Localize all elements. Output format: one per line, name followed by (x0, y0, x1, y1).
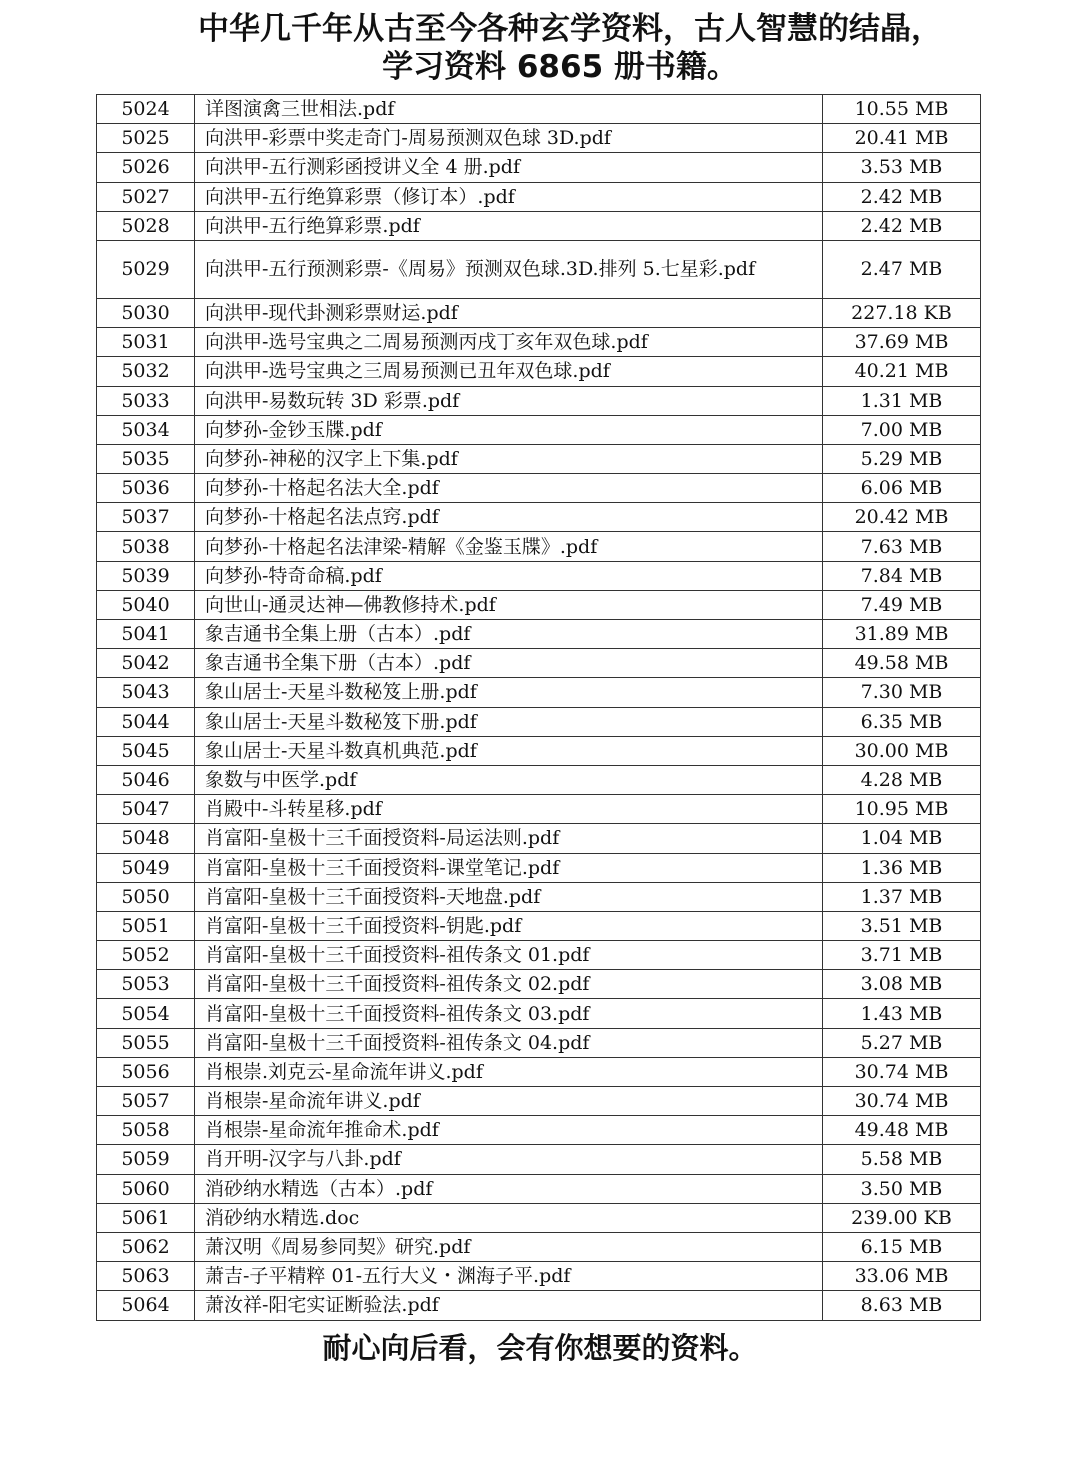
row-number: 5050 (97, 882, 195, 911)
table-row (97, 503, 981, 532)
file-size: 31.89 MB (823, 620, 981, 649)
table-row (97, 911, 981, 940)
table-row (97, 707, 981, 736)
row-number: 5036 (97, 474, 195, 503)
file-size: 20.42 MB (823, 503, 981, 532)
row-number: 5045 (97, 736, 195, 765)
file-name: 向洪甲-彩票中奖走奇门-周易预测双色球 3D.pdf (195, 124, 823, 153)
table-row (97, 1262, 981, 1291)
file-size: 1.37 MB (823, 882, 981, 911)
table-row (97, 357, 981, 386)
row-number: 5043 (97, 678, 195, 707)
file-name: 象吉通书全集上册（古本）.pdf (195, 620, 823, 649)
row-number: 5038 (97, 532, 195, 561)
table-row (97, 95, 981, 124)
row-number: 5058 (97, 1116, 195, 1145)
row-number: 5030 (97, 298, 195, 327)
table-row (97, 1057, 981, 1086)
file-size: 1.31 MB (823, 386, 981, 415)
table-row (97, 1028, 981, 1057)
file-size: 10.95 MB (823, 795, 981, 824)
file-name: 肖富阳-皇极十三千面授资料-钥匙.pdf (195, 911, 823, 940)
table-row (97, 1145, 981, 1174)
file-name: 向洪甲-五行绝算彩票.pdf (195, 211, 823, 240)
row-number: 5027 (97, 182, 195, 211)
book-list-body (97, 95, 981, 1321)
file-name: 向洪甲-五行绝算彩票（修订本）.pdf (195, 182, 823, 211)
row-number: 5026 (97, 153, 195, 182)
table-row (97, 1116, 981, 1145)
book-list-table (96, 94, 981, 1321)
file-name: 象山居士-天星斗数真机典范.pdf (195, 736, 823, 765)
row-number: 5033 (97, 386, 195, 415)
file-size: 49.48 MB (823, 1116, 981, 1145)
row-number: 5047 (97, 795, 195, 824)
file-name: 肖根崇-星命流年讲义.pdf (195, 1087, 823, 1116)
file-size: 37.69 MB (823, 328, 981, 357)
row-number: 5040 (97, 590, 195, 619)
file-name: 消砂纳水精选.doc (195, 1203, 823, 1232)
file-name: 向梦孙-特奇命稿.pdf (195, 561, 823, 590)
table-row (97, 999, 981, 1028)
row-number: 5062 (97, 1232, 195, 1261)
file-size: 6.15 MB (823, 1232, 981, 1261)
table-row (97, 444, 981, 473)
file-size: 40.21 MB (823, 357, 981, 386)
file-size: 10.55 MB (823, 95, 981, 124)
row-number: 5031 (97, 328, 195, 357)
table-row (97, 1174, 981, 1203)
row-number: 5053 (97, 970, 195, 999)
file-name: 向世山-通灵达神—佛教修持术.pdf (195, 590, 823, 619)
file-name: 象数与中医学.pdf (195, 765, 823, 794)
table-row (97, 1232, 981, 1261)
file-size: 4.28 MB (823, 765, 981, 794)
header-title-line2: 学习资料 6865 册书籍。 (382, 49, 738, 85)
table-row (97, 649, 981, 678)
file-size: 3.71 MB (823, 941, 981, 970)
row-number: 5057 (97, 1087, 195, 1116)
file-size: 5.27 MB (823, 1028, 981, 1057)
table-row (97, 561, 981, 590)
file-size: 30.74 MB (823, 1087, 981, 1116)
file-name: 肖富阳-皇极十三千面授资料-祖传条文 01.pdf (195, 941, 823, 970)
row-number: 5039 (97, 561, 195, 590)
table-row (97, 882, 981, 911)
file-size: 1.04 MB (823, 824, 981, 853)
file-size: 2.47 MB (823, 240, 981, 298)
file-name: 肖富阳-皇极十三千面授资料-祖传条文 03.pdf (195, 999, 823, 1028)
table-row (97, 298, 981, 327)
table-row (97, 970, 981, 999)
table-row (97, 620, 981, 649)
file-size: 20.41 MB (823, 124, 981, 153)
row-number: 5032 (97, 357, 195, 386)
file-name: 萧汉明《周易参同契》研究.pdf (195, 1232, 823, 1261)
file-name: 向梦孙-金钞玉牒.pdf (195, 415, 823, 444)
file-name: 向洪甲-选号宝典之二周易预测丙戌丁亥年双色球.pdf (195, 328, 823, 357)
file-name: 肖根崇-星命流年推命术.pdf (195, 1116, 823, 1145)
file-name: 向梦孙-十格起名法大全.pdf (195, 474, 823, 503)
table-row (97, 240, 981, 298)
row-number: 5048 (97, 824, 195, 853)
file-name: 向洪甲-选号宝典之三周易预测已丑年双色球.pdf (195, 357, 823, 386)
row-number: 5028 (97, 211, 195, 240)
table-row (97, 736, 981, 765)
file-name: 肖富阳-皇极十三千面授资料-课堂笔记.pdf (195, 853, 823, 882)
table-row (97, 211, 981, 240)
file-size: 49.58 MB (823, 649, 981, 678)
file-name: 萧汝祥-阳宅实证断验法.pdf (195, 1291, 823, 1320)
header-title-line1: 中华几千年从古至今各种玄学资料，古人智慧的结晶， (198, 11, 942, 47)
file-name: 肖富阳-皇极十三千面授资料-天地盘.pdf (195, 882, 823, 911)
file-size: 8.63 MB (823, 1291, 981, 1320)
row-number: 5055 (97, 1028, 195, 1057)
file-size: 239.00 KB (823, 1203, 981, 1232)
row-number: 5024 (97, 95, 195, 124)
file-name: 象山居士-天星斗数秘笈上册.pdf (195, 678, 823, 707)
file-name: 肖富阳-皇极十三千面授资料-局运法则.pdf (195, 824, 823, 853)
file-size: 2.42 MB (823, 211, 981, 240)
file-name: 向洪甲-五行测彩函授讲义全 4 册.pdf (195, 153, 823, 182)
row-number: 5052 (97, 941, 195, 970)
file-name: 象吉通书全集下册（古本）.pdf (195, 649, 823, 678)
table-row (97, 124, 981, 153)
file-size: 7.30 MB (823, 678, 981, 707)
file-size: 2.42 MB (823, 182, 981, 211)
file-size: 7.00 MB (823, 415, 981, 444)
row-number: 5059 (97, 1145, 195, 1174)
file-size: 227.18 KB (823, 298, 981, 327)
file-size: 5.58 MB (823, 1145, 981, 1174)
table-row (97, 182, 981, 211)
table-row (97, 590, 981, 619)
file-name: 向洪甲-现代卦测彩票财运.pdf (195, 298, 823, 327)
table-row (97, 386, 981, 415)
row-number: 5056 (97, 1057, 195, 1086)
row-number: 5063 (97, 1262, 195, 1291)
file-name: 向洪甲-五行预测彩票-《周易》预测双色球.3D.排列 5.七星彩.pdf (195, 240, 823, 298)
row-number: 5034 (97, 415, 195, 444)
row-number: 5041 (97, 620, 195, 649)
file-name: 消砂纳水精选（古本）.pdf (195, 1174, 823, 1203)
table-row (97, 824, 981, 853)
file-name: 向洪甲-易数玩转 3D 彩票.pdf (195, 386, 823, 415)
row-number: 5025 (97, 124, 195, 153)
row-number: 5054 (97, 999, 195, 1028)
file-size: 3.08 MB (823, 970, 981, 999)
table-row (97, 941, 981, 970)
file-size: 30.74 MB (823, 1057, 981, 1086)
table-row (97, 765, 981, 794)
table-row (97, 795, 981, 824)
row-number: 5060 (97, 1174, 195, 1203)
file-name: 肖根崇.刘克云-星命流年讲义.pdf (195, 1057, 823, 1086)
file-name: 向梦孙-十格起名法津梁-精解《金鉴玉牒》.pdf (195, 532, 823, 561)
table-row (97, 1291, 981, 1320)
table-row (97, 153, 981, 182)
file-name: 肖富阳-皇极十三千面授资料-祖传条文 02.pdf (195, 970, 823, 999)
file-size: 3.51 MB (823, 911, 981, 940)
file-name: 萧吉-子平精粹 01-五行大义・渊海子平.pdf (195, 1262, 823, 1291)
file-name: 详图演禽三世相法.pdf (195, 95, 823, 124)
row-number: 5046 (97, 765, 195, 794)
row-number: 5061 (97, 1203, 195, 1232)
row-number: 5035 (97, 444, 195, 473)
file-name: 象山居士-天星斗数秘笈下册.pdf (195, 707, 823, 736)
file-name: 肖富阳-皇极十三千面授资料-祖传条文 04.pdf (195, 1028, 823, 1057)
file-size: 1.43 MB (823, 999, 981, 1028)
file-size: 6.06 MB (823, 474, 981, 503)
file-size: 5.29 MB (823, 444, 981, 473)
row-number: 5051 (97, 911, 195, 940)
table-row (97, 328, 981, 357)
row-number: 5044 (97, 707, 195, 736)
file-size: 3.50 MB (823, 1174, 981, 1203)
row-number: 5064 (97, 1291, 195, 1320)
table-row (97, 678, 981, 707)
table-row (97, 853, 981, 882)
file-name: 肖殿中-斗转星移.pdf (195, 795, 823, 824)
file-name: 向梦孙-十格起名法点窍.pdf (195, 503, 823, 532)
file-size: 7.84 MB (823, 561, 981, 590)
file-size: 30.00 MB (823, 736, 981, 765)
table-row (97, 1203, 981, 1232)
file-name: 向梦孙-神秘的汉字上下集.pdf (195, 444, 823, 473)
table-row (97, 415, 981, 444)
file-size: 3.53 MB (823, 153, 981, 182)
row-number: 5049 (97, 853, 195, 882)
page-header (0, 10, 1080, 86)
file-size: 1.36 MB (823, 853, 981, 882)
table-row (97, 1087, 981, 1116)
file-size: 6.35 MB (823, 707, 981, 736)
file-name: 肖开明-汉字与八卦.pdf (195, 1145, 823, 1174)
row-number: 5037 (97, 503, 195, 532)
row-number: 5029 (97, 240, 195, 298)
file-size: 7.49 MB (823, 590, 981, 619)
footer-note: 耐心向后看，会有你想要的资料。 (322, 1331, 758, 1365)
file-size: 33.06 MB (823, 1262, 981, 1291)
file-size: 7.63 MB (823, 532, 981, 561)
row-number: 5042 (97, 649, 195, 678)
table-row (97, 474, 981, 503)
table-row (97, 532, 981, 561)
